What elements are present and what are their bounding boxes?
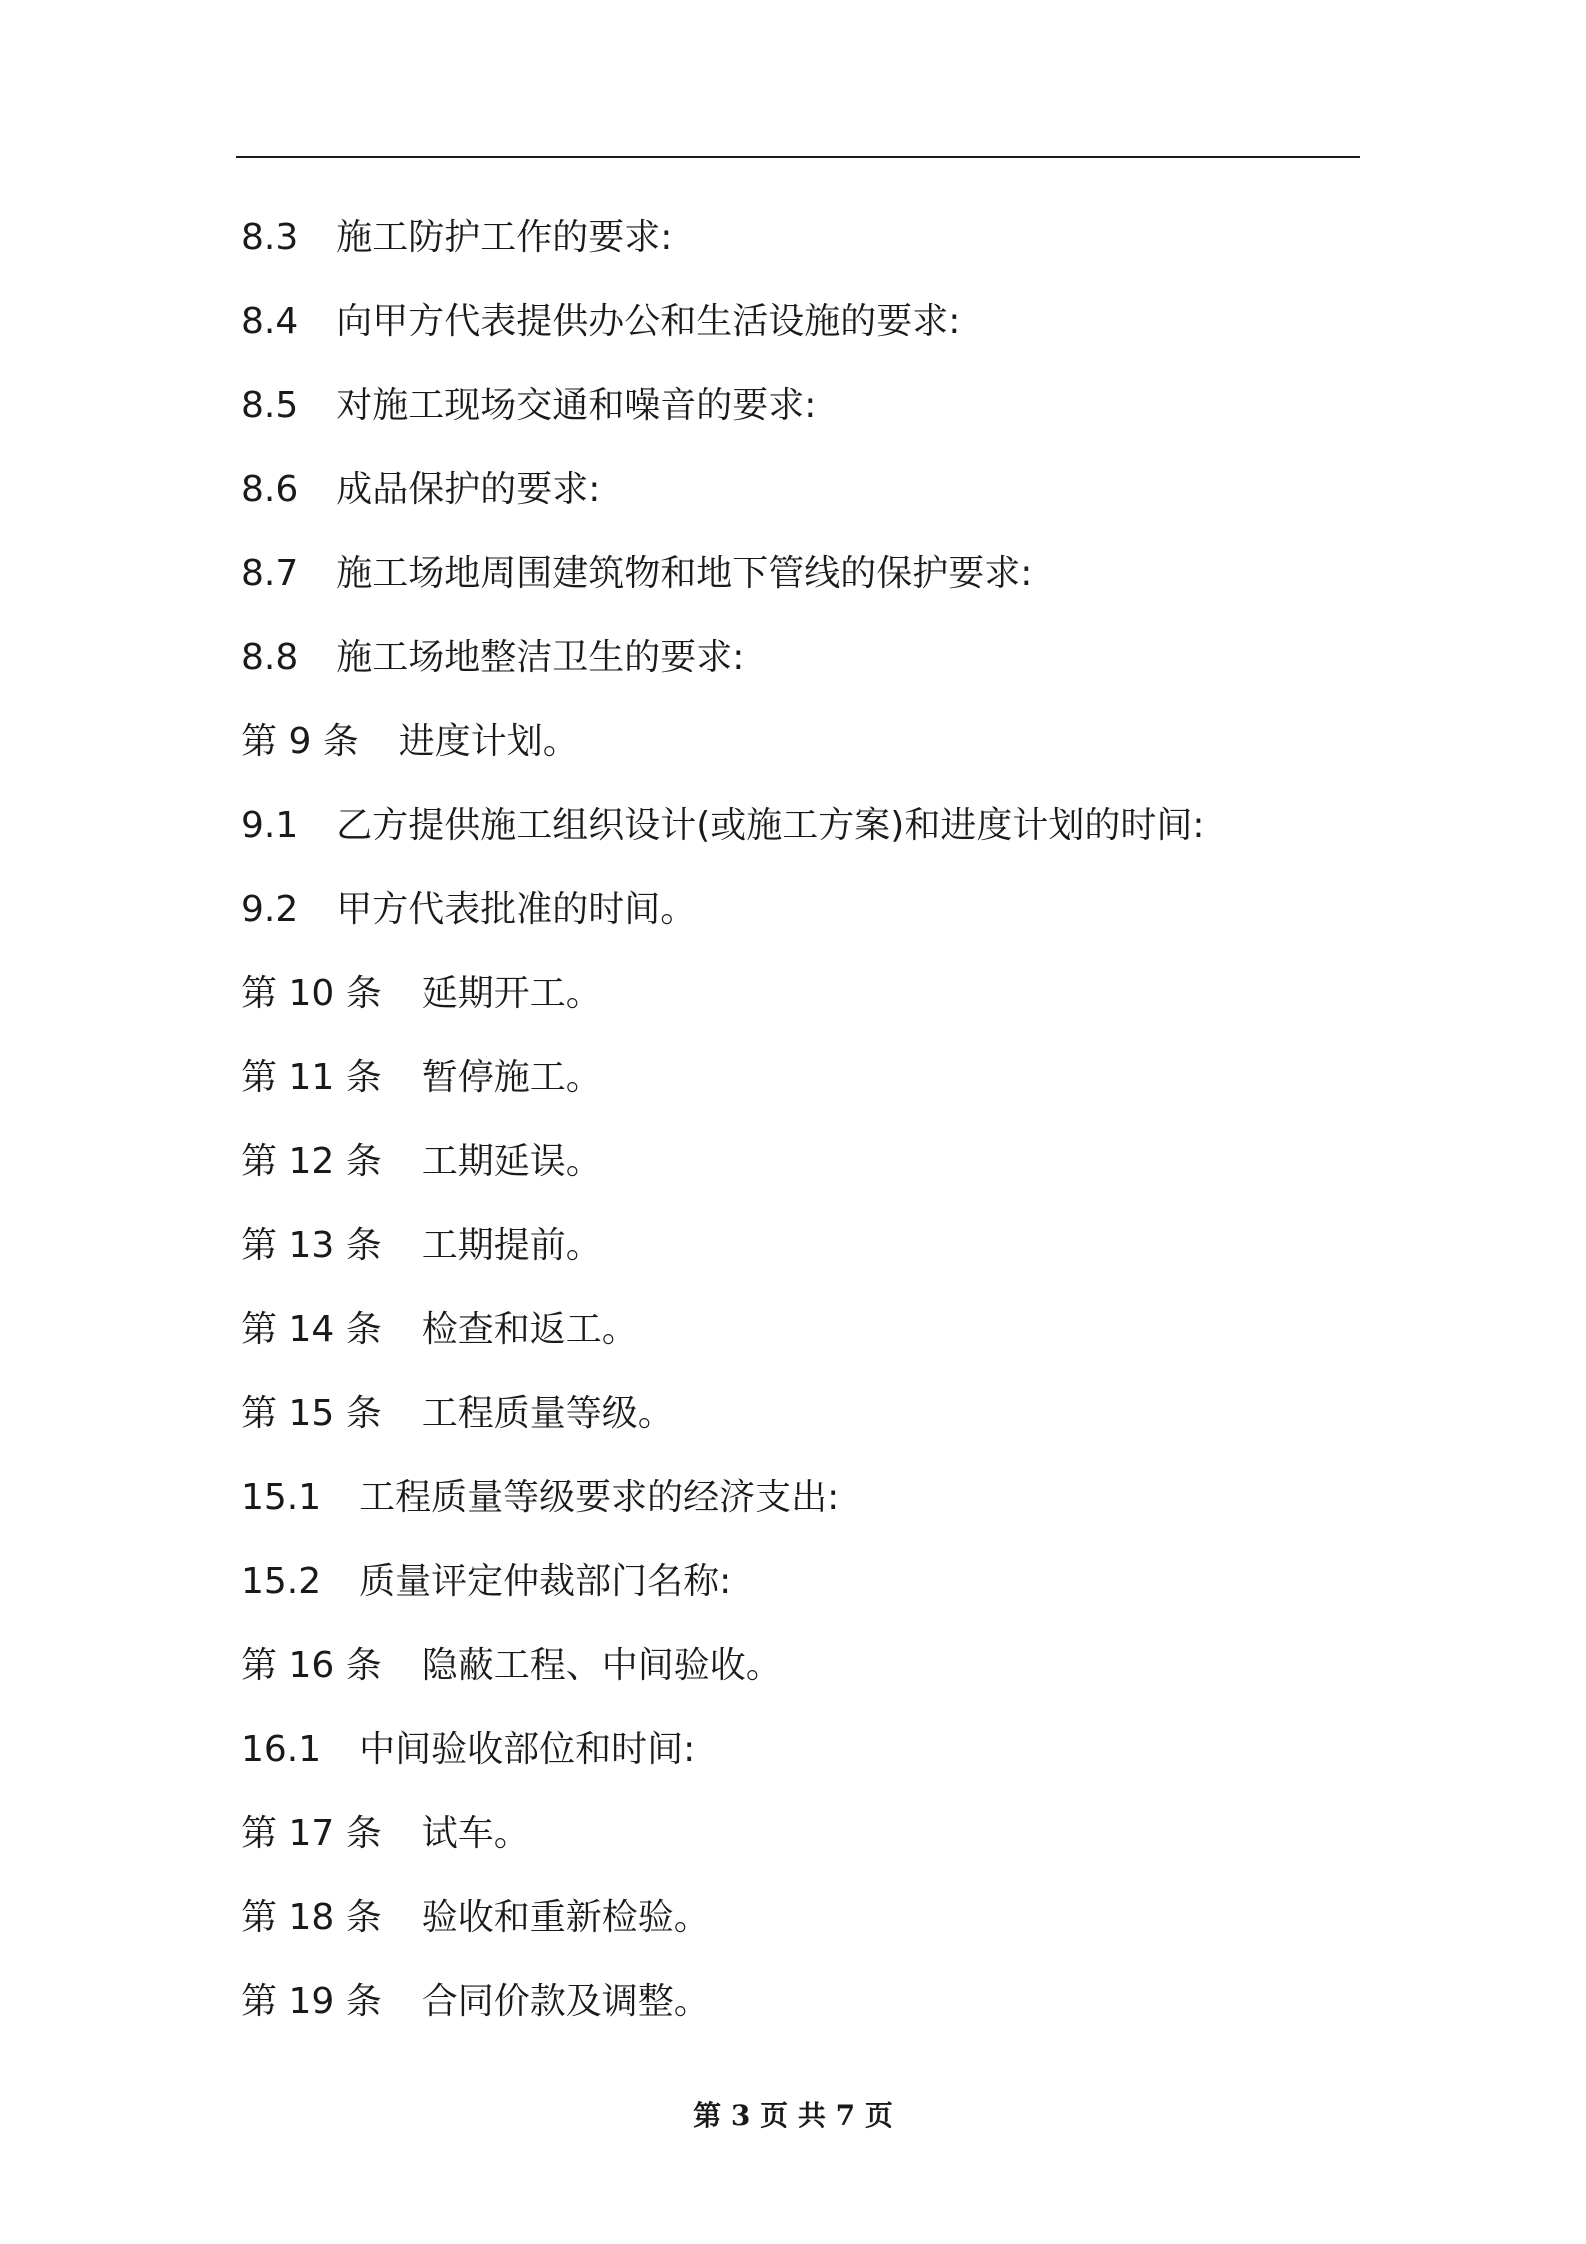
clause-line <box>241 364 1361 448</box>
clause-number: 8.6 <box>241 469 299 510</box>
clause-text: 对施工现场交通和噪音的要求: <box>336 385 817 426</box>
article-title: 工程质量等级。 <box>421 1393 674 1434</box>
clause-number: 8.4 <box>241 301 299 342</box>
clause-text: 质量评定仲裁部门名称: <box>359 1561 732 1602</box>
clause-line <box>241 196 1361 280</box>
clause-line <box>241 532 1361 616</box>
clause-line <box>241 280 1361 364</box>
article-title: 试车。 <box>421 1813 530 1854</box>
clause-text: 施工防护工作的要求: <box>336 217 673 258</box>
clause-number: 9.2 <box>241 889 299 930</box>
article-number: 第 13 条 <box>241 1225 382 1266</box>
clause-number: 16.1 <box>241 1729 322 1770</box>
clause-line <box>241 784 1361 868</box>
article-line <box>241 952 1361 1036</box>
article-line <box>241 1120 1361 1204</box>
article-title: 暂停施工。 <box>421 1057 602 1098</box>
article-title: 工期提前。 <box>421 1225 602 1266</box>
article-line <box>241 1960 1361 2044</box>
clause-text: 工程质量等级要求的经济支出: <box>359 1477 840 1518</box>
clause-number: 9.1 <box>241 805 299 846</box>
header-rule <box>236 156 1360 158</box>
clause-number: 8.3 <box>241 217 299 258</box>
clause-text: 甲方代表批准的时间。 <box>336 889 697 930</box>
clause-number: 8.8 <box>241 637 299 678</box>
clause-text: 乙方提供施工组织设计(或施工方案)和进度计划的时间: <box>336 805 1205 846</box>
clause-text: 施工场地整洁卫生的要求: <box>336 637 745 678</box>
article-title: 隐蔽工程、中间验收。 <box>421 1645 782 1686</box>
article-number: 第 14 条 <box>241 1309 382 1350</box>
article-number: 第 17 条 <box>241 1813 382 1854</box>
article-number: 第 11 条 <box>241 1057 382 1098</box>
article-title: 检查和返工。 <box>421 1309 638 1350</box>
clause-text: 成品保护的要求: <box>336 469 601 510</box>
article-line <box>241 1372 1361 1456</box>
clause-number: 15.2 <box>241 1561 322 1602</box>
article-title: 验收和重新检验。 <box>421 1897 710 1938</box>
clause-number: 15.1 <box>241 1477 322 1518</box>
clause-number: 8.5 <box>241 385 299 426</box>
article-number: 第 10 条 <box>241 973 382 1014</box>
article-number: 第 12 条 <box>241 1141 382 1182</box>
article-title: 进度计划。 <box>398 721 579 762</box>
clause-line <box>241 448 1361 532</box>
article-number: 第 16 条 <box>241 1645 382 1686</box>
clause-number: 8.7 <box>241 553 299 594</box>
clause-line <box>241 1708 1361 1792</box>
article-line <box>241 1876 1361 1960</box>
article-line <box>241 1288 1361 1372</box>
article-line <box>241 700 1361 784</box>
clause-text: 向甲方代表提供办公和生活设施的要求: <box>336 301 961 342</box>
article-number: 第 9 条 <box>241 721 359 762</box>
clause-line <box>241 868 1361 952</box>
clause-line <box>241 1456 1361 1540</box>
article-line <box>241 1624 1361 1708</box>
page-number-footer: 第 3 页 共 7 页 <box>693 2099 893 2132</box>
article-line <box>241 1792 1361 1876</box>
article-title: 延期开工。 <box>421 973 602 1014</box>
article-title: 工期延误。 <box>421 1141 602 1182</box>
article-number: 第 15 条 <box>241 1393 382 1434</box>
article-line <box>241 1036 1361 1120</box>
article-number: 第 18 条 <box>241 1897 382 1938</box>
article-line <box>241 1204 1361 1288</box>
clause-line <box>241 616 1361 700</box>
clause-line <box>241 1540 1361 1624</box>
clause-list <box>241 196 1361 2044</box>
article-number: 第 19 条 <box>241 1981 382 2022</box>
clause-text: 施工场地周围建筑物和地下管线的保护要求: <box>336 553 1033 594</box>
article-title: 合同价款及调整。 <box>421 1981 710 2022</box>
clause-text: 中间验收部位和时间: <box>359 1729 696 1770</box>
